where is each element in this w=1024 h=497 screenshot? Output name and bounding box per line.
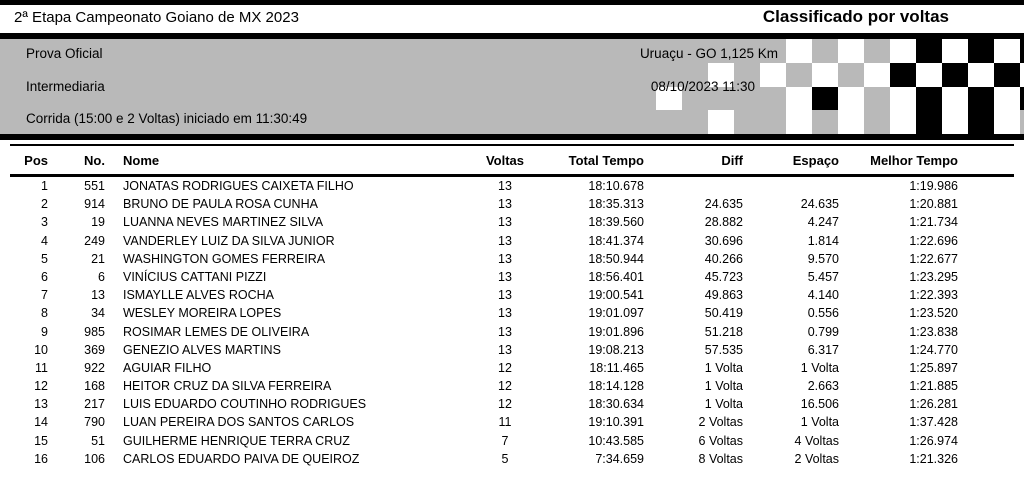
table-row bbox=[0, 450, 1024, 468]
cell-voltas: 13 bbox=[498, 179, 512, 193]
cell-no: 922 bbox=[84, 360, 105, 375]
cell-nome: VINÍCIUS CATTANI PIZZI bbox=[123, 269, 267, 284]
table-row bbox=[0, 395, 1024, 413]
cell-voltas: 7 bbox=[501, 433, 509, 448]
cell-no: 249 bbox=[84, 233, 105, 248]
col-header-nome: Nome bbox=[123, 153, 160, 168]
table-row bbox=[0, 377, 1024, 395]
cell-pos: 5 bbox=[41, 251, 48, 266]
cell-no: 168 bbox=[84, 379, 105, 394]
cell-voltas: 13 bbox=[498, 233, 512, 248]
cell-melhor-tempo: 1:19.986 bbox=[909, 179, 958, 193]
cell-no: 106 bbox=[84, 451, 105, 466]
cell-melhor-tempo: 1:23.295 bbox=[909, 269, 958, 284]
cell-voltas: 13 bbox=[498, 342, 512, 357]
flag-square bbox=[968, 39, 994, 63]
event-info-band bbox=[0, 39, 1024, 134]
flag-square bbox=[942, 39, 968, 63]
cell-espaco: 0.556 bbox=[807, 306, 839, 321]
table-top-rule bbox=[10, 144, 1014, 146]
cell-nome: LUANNA NEVES MARTINEZ SILVA bbox=[123, 215, 324, 230]
cell-nome: GENEZIO ALVES MARTINS bbox=[123, 342, 281, 357]
cell-no: 985 bbox=[84, 324, 105, 339]
cell-espaco: 5.457 bbox=[807, 269, 839, 284]
cell-pos: 3 bbox=[41, 215, 48, 230]
cell-total-tempo: 18:14.128 bbox=[588, 379, 644, 394]
flag-square bbox=[942, 87, 968, 111]
cell-espaco: 4 Voltas bbox=[794, 433, 839, 448]
table-row bbox=[0, 250, 1024, 268]
flag-square bbox=[864, 63, 890, 87]
cell-no: 790 bbox=[84, 415, 105, 430]
cell-diff: 28.882 bbox=[704, 215, 743, 230]
cell-total-tempo: 18:35.313 bbox=[588, 197, 644, 212]
cell-espaco: 6.317 bbox=[807, 342, 839, 357]
cell-voltas: 12 bbox=[498, 397, 512, 412]
flag-square bbox=[916, 63, 942, 87]
cell-total-tempo: 19:00.541 bbox=[588, 288, 644, 303]
cell-voltas: 11 bbox=[498, 415, 512, 430]
cell-pos: 7 bbox=[41, 288, 48, 303]
event-type-label: Prova Oficial bbox=[26, 46, 103, 61]
table-row bbox=[0, 359, 1024, 377]
cell-diff: 6 Voltas bbox=[698, 433, 743, 448]
cell-nome: JONATAS RODRIGUES CAIXETA FILHO bbox=[123, 179, 354, 193]
cell-diff: 50.419 bbox=[704, 306, 743, 321]
cell-pos: 1 bbox=[41, 179, 48, 193]
race-start-info: Corrida (15:00 e 2 Voltas) iniciado em 11:30:49 bbox=[26, 111, 308, 126]
cell-pos: 8 bbox=[41, 306, 48, 321]
col-header-diff: Diff bbox=[721, 153, 743, 168]
cell-espaco: 2.663 bbox=[807, 379, 839, 394]
cell-nome: ROSIMAR LEMES DE OLIVEIRA bbox=[123, 324, 310, 339]
cell-espaco: 24.635 bbox=[800, 197, 839, 212]
cell-melhor-tempo: 1:26.974 bbox=[909, 433, 958, 448]
col-header-melhor-tempo: Melhor Tempo bbox=[870, 153, 958, 168]
report-title: Classificado por voltas bbox=[762, 7, 949, 26]
flag-square bbox=[968, 87, 994, 111]
cell-voltas: 13 bbox=[498, 251, 512, 266]
cell-espaco: 4.140 bbox=[807, 288, 839, 303]
cell-nome: BRUNO DE PAULA ROSA CUNHA bbox=[123, 197, 318, 212]
cell-diff: 57.535 bbox=[704, 342, 743, 357]
table-row bbox=[0, 341, 1024, 359]
flag-square bbox=[994, 110, 1020, 134]
flag-square bbox=[916, 39, 942, 63]
cell-melhor-tempo: 1:22.696 bbox=[909, 233, 958, 248]
flag-square bbox=[916, 110, 942, 134]
cell-diff: 30.696 bbox=[704, 233, 743, 248]
cell-total-tempo: 18:11.465 bbox=[589, 360, 644, 375]
cell-melhor-tempo: 1:21.734 bbox=[909, 215, 958, 230]
cell-total-tempo: 18:56.401 bbox=[588, 269, 644, 284]
cell-no: 914 bbox=[84, 197, 105, 212]
cell-no: 21 bbox=[91, 251, 105, 266]
cell-nome: AGUIAR FILHO bbox=[123, 360, 212, 375]
cell-no: 369 bbox=[84, 342, 105, 357]
cell-voltas: 13 bbox=[498, 324, 512, 339]
col-header-no: No. bbox=[84, 153, 105, 168]
cell-diff: 2 Voltas bbox=[698, 415, 743, 430]
flag-square bbox=[1020, 63, 1024, 87]
table-row bbox=[0, 213, 1024, 231]
table-row bbox=[0, 177, 1024, 195]
results-rows bbox=[0, 177, 1024, 468]
flag-square bbox=[812, 87, 838, 111]
cell-diff: 1 Volta bbox=[704, 397, 743, 412]
flag-square bbox=[916, 87, 942, 111]
col-header-voltas: Voltas bbox=[485, 153, 525, 168]
cell-total-tempo: 19:01.896 bbox=[588, 324, 644, 339]
col-header-pos: Pos bbox=[24, 153, 48, 168]
cell-voltas: 13 bbox=[498, 215, 512, 230]
cell-espaco: 1 Volta bbox=[800, 360, 839, 375]
cell-diff: 45.723 bbox=[704, 269, 743, 284]
flag-square bbox=[708, 110, 734, 134]
flag-square bbox=[1020, 87, 1024, 111]
cell-total-tempo: 19:10.391 bbox=[588, 415, 644, 430]
cell-no: 551 bbox=[84, 179, 105, 193]
cell-diff: 1 Volta bbox=[704, 379, 743, 394]
cell-total-tempo: 18:50.944 bbox=[588, 251, 644, 266]
cell-pos: 6 bbox=[41, 269, 48, 284]
flag-square bbox=[786, 39, 812, 63]
cell-total-tempo: 19:01.097 bbox=[588, 306, 644, 321]
cell-nome: GUILHERME HENRIQUE TERRA CRUZ bbox=[123, 433, 350, 448]
flag-square bbox=[760, 63, 786, 87]
cell-espaco: 9.570 bbox=[807, 251, 839, 266]
cell-pos: 9 bbox=[41, 324, 48, 339]
cell-melhor-tempo: 1:26.281 bbox=[909, 397, 958, 412]
col-header-espaco: Espaço bbox=[792, 153, 839, 168]
cell-melhor-tempo: 1:22.393 bbox=[909, 288, 958, 303]
cell-total-tempo: 10:43.585 bbox=[588, 433, 644, 448]
flag-square bbox=[1020, 39, 1024, 63]
cell-no: 51 bbox=[91, 433, 105, 448]
flag-square bbox=[786, 87, 812, 111]
cell-melhor-tempo: 1:23.520 bbox=[909, 306, 958, 321]
cell-nome: LUAN PEREIRA DOS SANTOS CARLOS bbox=[123, 415, 355, 430]
page-title: 2ª Etapa Campeonato Goiano de MX 2023 bbox=[14, 9, 299, 26]
cell-voltas: 13 bbox=[498, 306, 512, 321]
cell-diff: 49.863 bbox=[704, 288, 743, 303]
cell-melhor-tempo: 1:21.326 bbox=[909, 451, 958, 466]
cell-diff: 51.218 bbox=[704, 324, 743, 339]
cell-voltas: 12 bbox=[498, 360, 512, 375]
flag-square bbox=[838, 87, 864, 111]
flag-square bbox=[890, 63, 916, 87]
table-row bbox=[0, 195, 1024, 213]
cell-melhor-tempo: 1:24.770 bbox=[909, 342, 958, 357]
table-row bbox=[0, 232, 1024, 250]
flag-square bbox=[968, 63, 994, 87]
table-row bbox=[0, 323, 1024, 341]
flag-square bbox=[994, 39, 1020, 63]
cell-no: 217 bbox=[84, 397, 105, 412]
flag-square bbox=[890, 110, 916, 134]
table-row bbox=[0, 432, 1024, 450]
top-border-bar bbox=[0, 0, 1024, 5]
flag-square bbox=[890, 39, 916, 63]
cell-melhor-tempo: 1:23.838 bbox=[909, 324, 958, 339]
cell-voltas: 12 bbox=[498, 379, 512, 394]
separator-bar-2 bbox=[0, 134, 1024, 140]
cell-voltas: 5 bbox=[501, 451, 509, 466]
flag-square bbox=[890, 87, 916, 111]
cell-nome: ISMAYLLE ALVES ROCHA bbox=[123, 288, 274, 303]
cell-total-tempo: 18:41.374 bbox=[588, 233, 644, 248]
cell-pos: 12 bbox=[34, 379, 48, 394]
cell-nome: CARLOS EDUARDO PAIVA DE QUEIROZ bbox=[123, 451, 360, 466]
cell-melhor-tempo: 1:37.428 bbox=[909, 415, 958, 430]
cell-espaco: 2 Voltas bbox=[794, 451, 839, 466]
cell-diff: 40.266 bbox=[704, 251, 743, 266]
cell-voltas: 13 bbox=[498, 197, 512, 212]
cell-pos: 14 bbox=[34, 415, 48, 430]
cell-espaco: 1 Volta bbox=[800, 415, 839, 430]
cell-total-tempo: 18:39.560 bbox=[588, 215, 644, 230]
cell-nome: HEITOR CRUZ DA SILVA FERREIRA bbox=[123, 379, 332, 394]
cell-pos: 13 bbox=[34, 397, 48, 412]
cell-melhor-tempo: 1:20.881 bbox=[909, 197, 958, 212]
cell-total-tempo: 7:34.659 bbox=[595, 451, 644, 466]
cell-pos: 2 bbox=[41, 197, 48, 212]
cell-melhor-tempo: 1:21.885 bbox=[909, 379, 958, 394]
cell-pos: 16 bbox=[34, 451, 48, 466]
cell-pos: 4 bbox=[41, 233, 48, 248]
cell-no: 13 bbox=[91, 288, 105, 303]
cell-diff: 1 Volta bbox=[704, 360, 743, 375]
table-row bbox=[0, 413, 1024, 431]
cell-melhor-tempo: 1:25.897 bbox=[909, 360, 958, 375]
cell-nome: WASHINGTON GOMES FERREIRA bbox=[123, 251, 326, 266]
flag-square bbox=[968, 110, 994, 134]
cell-espaco: 4.247 bbox=[807, 215, 839, 230]
cell-no: 19 bbox=[91, 215, 105, 230]
cell-espaco: 1.814 bbox=[807, 233, 839, 248]
cell-nome: LUIS EDUARDO COUTINHO RODRIGUES bbox=[123, 397, 367, 412]
cell-pos: 15 bbox=[34, 433, 48, 448]
cell-nome: WESLEY MOREIRA LOPES bbox=[123, 306, 282, 321]
flag-square bbox=[812, 63, 838, 87]
col-header-total-tempo: Total Tempo bbox=[568, 153, 644, 168]
flag-square bbox=[838, 110, 864, 134]
flag-square bbox=[838, 39, 864, 63]
cell-voltas: 13 bbox=[498, 269, 512, 284]
flag-square bbox=[942, 110, 968, 134]
event-category-label: Intermediaria bbox=[26, 79, 105, 94]
cell-pos: 11 bbox=[35, 360, 48, 375]
flag-square bbox=[786, 110, 812, 134]
cell-voltas: 13 bbox=[498, 288, 512, 303]
table-header-row bbox=[0, 147, 1024, 174]
cell-no: 34 bbox=[91, 306, 105, 321]
cell-total-tempo: 18:10.678 bbox=[588, 179, 644, 193]
table-row bbox=[0, 304, 1024, 322]
cell-diff: 24.635 bbox=[704, 197, 743, 212]
table-row bbox=[0, 286, 1024, 304]
cell-no: 6 bbox=[98, 269, 105, 284]
cell-pos: 10 bbox=[34, 342, 48, 357]
flag-square bbox=[994, 63, 1020, 87]
cell-espaco: 16.506 bbox=[800, 397, 839, 412]
cell-nome: VANDERLEY LUIZ DA SILVA JUNIOR bbox=[123, 233, 335, 248]
cell-melhor-tempo: 1:22.677 bbox=[909, 251, 958, 266]
flag-square bbox=[994, 87, 1020, 111]
cell-total-tempo: 18:30.634 bbox=[588, 397, 644, 412]
cell-diff: 8 Voltas bbox=[698, 451, 743, 466]
event-datetime: 08/10/2023 11:30 bbox=[650, 79, 755, 94]
cell-espaco: 0.799 bbox=[807, 324, 839, 339]
flag-square bbox=[942, 63, 968, 87]
event-location: Uruaçu - GO 1,125 Km bbox=[639, 46, 778, 61]
cell-total-tempo: 19:08.213 bbox=[588, 342, 644, 357]
table-row bbox=[0, 268, 1024, 286]
